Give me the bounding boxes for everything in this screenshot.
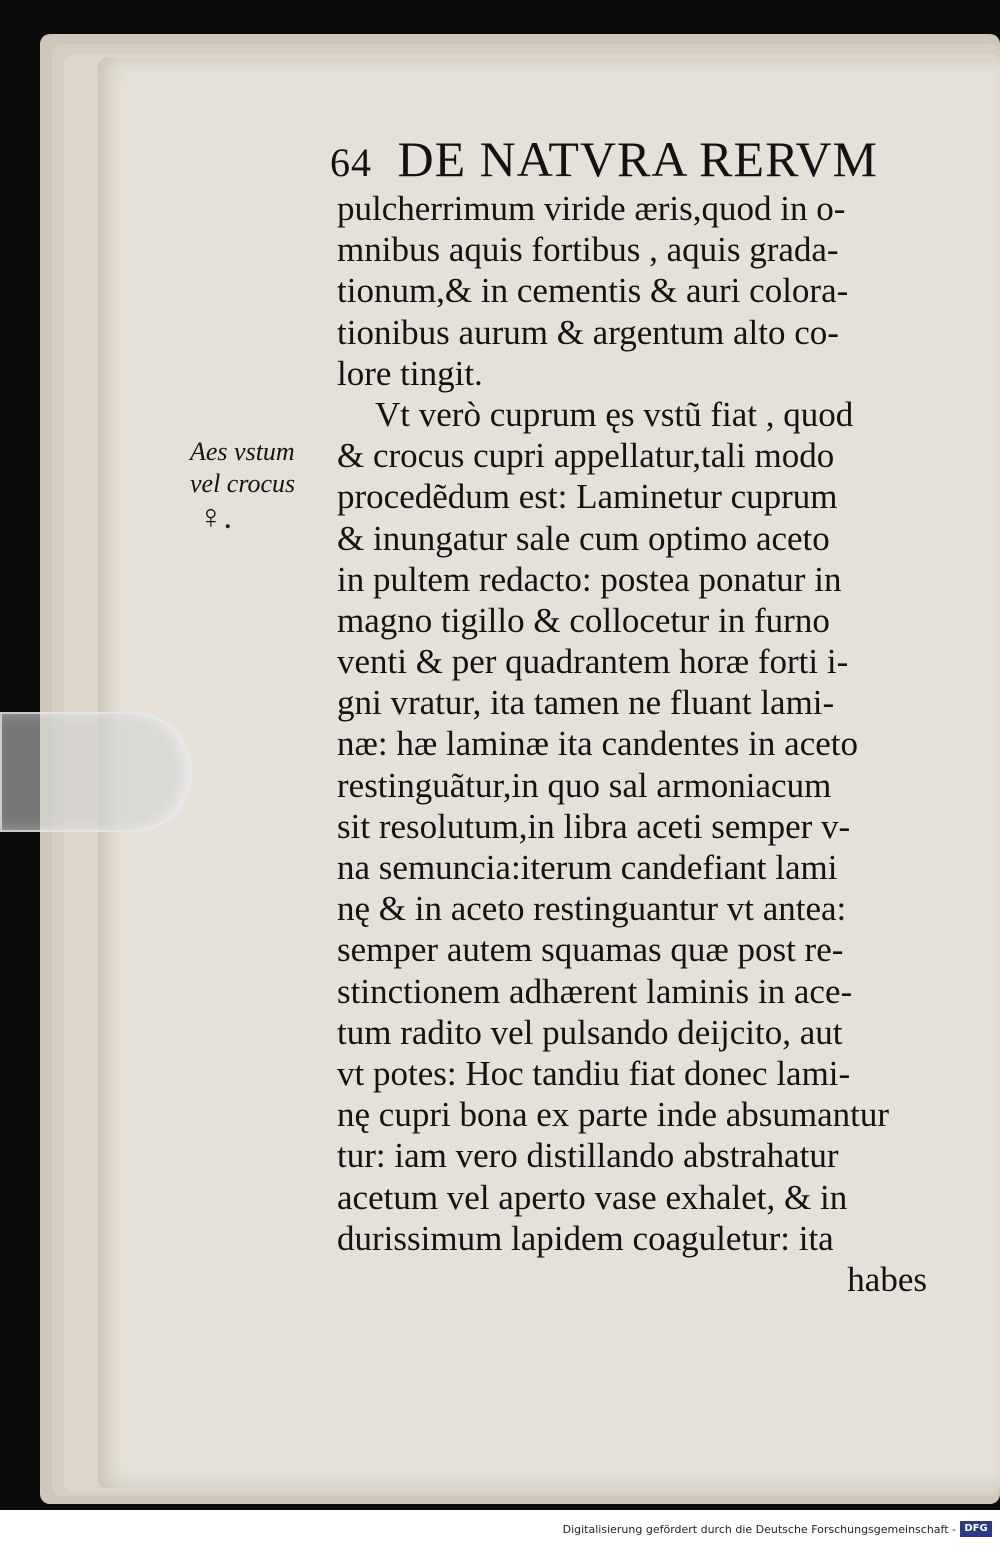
text-line: vt potes: Hoc tandiu fiat donec lami- <box>337 1053 851 1093</box>
text-line: & crocus cupri appellatur,tali modo <box>337 436 835 476</box>
text-line: tur: iam vero distillando abstrahatur <box>337 1136 839 1176</box>
text-line: stinctionem adhærent laminis in ace- <box>337 971 853 1011</box>
dfg-logo: DFG <box>960 1521 992 1537</box>
page-clip <box>0 712 192 832</box>
text-line: mnibus aquis fortibus , aquis grada- <box>337 230 839 270</box>
text-line: venti & per quadrantem horæ forti i- <box>337 642 849 682</box>
text-line: acetum vel aperto vase exhalet, & in <box>337 1177 848 1217</box>
marginal-note-line: vel crocus <box>190 469 296 498</box>
page-number: 64 <box>330 140 372 185</box>
text-line: tum radito vel pulsando deijcito, aut <box>337 1012 843 1052</box>
text-line: lore tingit. <box>337 353 483 393</box>
text-line: nę & in aceto restinguantur vt antea: <box>337 889 847 929</box>
text-line: nę cupri bona ex parte inde absumantur <box>337 1095 890 1135</box>
text-line: na semuncia:iterum candefiant lami <box>337 848 838 887</box>
text-line: Vt verò cuprum ęs vstũ fiat , quod <box>375 394 854 434</box>
funding-credit: Digitalisierung gefördert durch die Deutsche Forschungsgemeinschaft - <box>562 1523 956 1536</box>
venus-copper-icon: ♀. <box>198 499 232 536</box>
text-line: magno tigillo & collocetur in furno <box>337 600 830 640</box>
text-line: tionum,& in cementis & auri colora- <box>337 271 849 311</box>
text-line: tionibus aurum & argentum alto co- <box>337 312 839 352</box>
running-header <box>330 130 890 188</box>
marginal-note <box>190 436 330 536</box>
text-line: procedẽdum est: Laminetur cuprum <box>337 477 838 517</box>
text-line: restinguãtur,in quo sal armoniacum <box>337 765 832 805</box>
text-line: gni vratur, ita tamen ne fluant lami- <box>337 683 835 723</box>
text-line: næ: hæ laminæ ita candentes in aceto <box>337 724 858 764</box>
text-line: durissimum lapidem coaguletur: ita <box>337 1218 834 1258</box>
body-text <box>337 188 927 1300</box>
catchword: habes <box>847 1259 927 1299</box>
text-line: & inungatur sale cum optimo aceto <box>337 518 830 558</box>
text-line: pulcherrimum viride æris,quod in o- <box>337 189 846 228</box>
text-line: in pultem redacto: postea ponatur in <box>337 559 842 599</box>
running-title: DE NATVRA RERVM <box>397 131 878 187</box>
text-line: semper autem squamas quæ post re- <box>337 930 844 970</box>
footer-bar <box>0 1510 1000 1551</box>
marginal-note-line: Aes vstum <box>190 437 295 466</box>
text-line: sit resolutum,in libra aceti semper v- <box>337 806 851 846</box>
